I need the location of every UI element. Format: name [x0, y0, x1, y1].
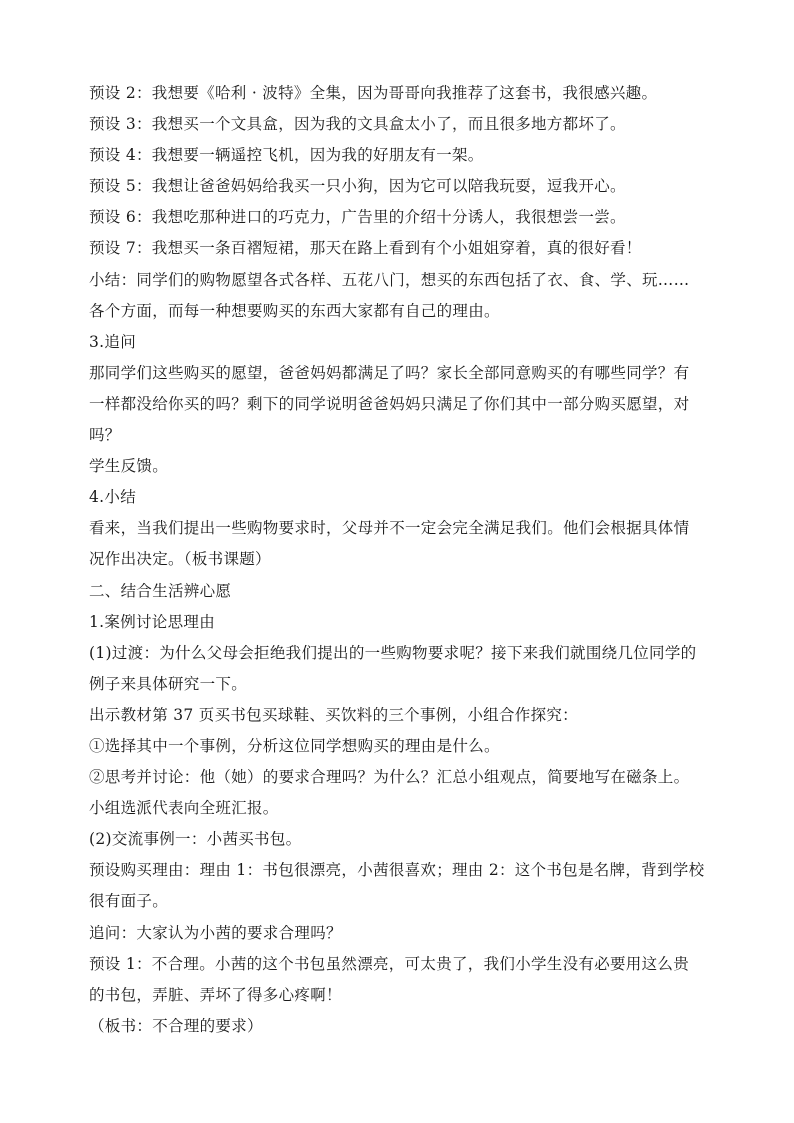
text-line: 预设购买理由：理由 1：书包很漂亮，小茜很喜欢；理由 2：这个书包是名牌，背到学校 [89, 861, 705, 880]
text-line: 追问：大家认为小茜的要求合理吗？ [89, 923, 342, 942]
text-line: 那同学们这些购买的愿望，爸爸妈妈都满足了吗？家长全部同意购买的有哪些同学？有 [89, 363, 690, 382]
text-line: 预设 2：我想要《哈利 · 波特》全集，因为哥哥向我推荐了这套书，我很感兴趣。 [89, 84, 658, 102]
text-line: ①选择其中一个事例，分析这位同学想购买的理由是什么。 [89, 736, 500, 755]
text-line: 预设 6：我想吃那种进口的巧克力，广告里的介绍十分诱人，我很想尝一尝。 [89, 208, 626, 227]
text-line: 很有面子。 [89, 892, 169, 911]
text-line: 况作出决定。（板书课题） [89, 550, 271, 569]
section-heading: 4.小结 [89, 488, 136, 507]
text-line: 各个方面，而每一种想要购买的东西大家都有自己的理由。 [89, 301, 500, 320]
text-line: 小结：同学们的购物愿望各式各样、五花八门，想买的东西包括了衣、食、学、玩…… [89, 270, 690, 289]
text-line: 吗？ [89, 426, 121, 445]
text-line: 预设 7：我想买一条百褶短裙，那天在路上看到有个小姐姐穿着，真的很好看！ [89, 239, 642, 258]
board-note: （板书：不合理的要求） [89, 1016, 263, 1035]
document-page [89, 78, 715, 1042]
text-line: 学生反馈。 [89, 457, 169, 476]
text-line: 的书包，弄脏、弄坏了得多心疼啊！ [89, 985, 342, 1004]
text-line: 例子来具体研究一下。 [89, 674, 248, 693]
text-line: (2)交流事例一：小茜买书包。 [89, 830, 302, 849]
text-line: (1)过渡：为什么父母会拒绝我们提出的一些购物要求呢？接下来我们就围绕几位同学的 [89, 643, 697, 662]
section-heading: 3.追问 [89, 332, 136, 351]
text-line: 小组选派代表向全班汇报。 [89, 799, 279, 818]
text-line: 预设 3：我想买一个文具盒，因为我的文具盒太小了，而且很多地方都坏了。 [89, 115, 626, 134]
text-line: 预设 1：不合理。小茜的这个书包虽然漂亮，可太贵了，我们小学生没有必要用这么贵 [89, 954, 689, 973]
text-line: ②思考并讨论：他（她）的要求合理吗？为什么？汇总小组观点，简要地写在磁条上。 [89, 768, 690, 787]
text-line: 一样都没给你买的吗？剩下的同学说明爸爸妈妈只满足了你们其中一部分购买愿望，对 [89, 394, 690, 413]
text-line: 出示教材第 37 页买书包买球鞋、买饮料的三个事例，小组合作探究： [89, 705, 578, 724]
text-line: 看来，当我们提出一些购物要求时，父母并不一定会完全满足我们。他们会根据具体情 [89, 519, 690, 538]
section-heading: 1.案例讨论思理由 [89, 612, 215, 631]
section-heading: 二、结合生活辨心愿 [89, 581, 232, 600]
text-line: 预设 5：我想让爸爸妈妈给我买一只小狗，因为它可以陪我玩耍，逗我开心。 [89, 177, 626, 196]
text-line: 预设 4：我想要一辆遥控飞机，因为我的好朋友有一架。 [89, 146, 484, 165]
